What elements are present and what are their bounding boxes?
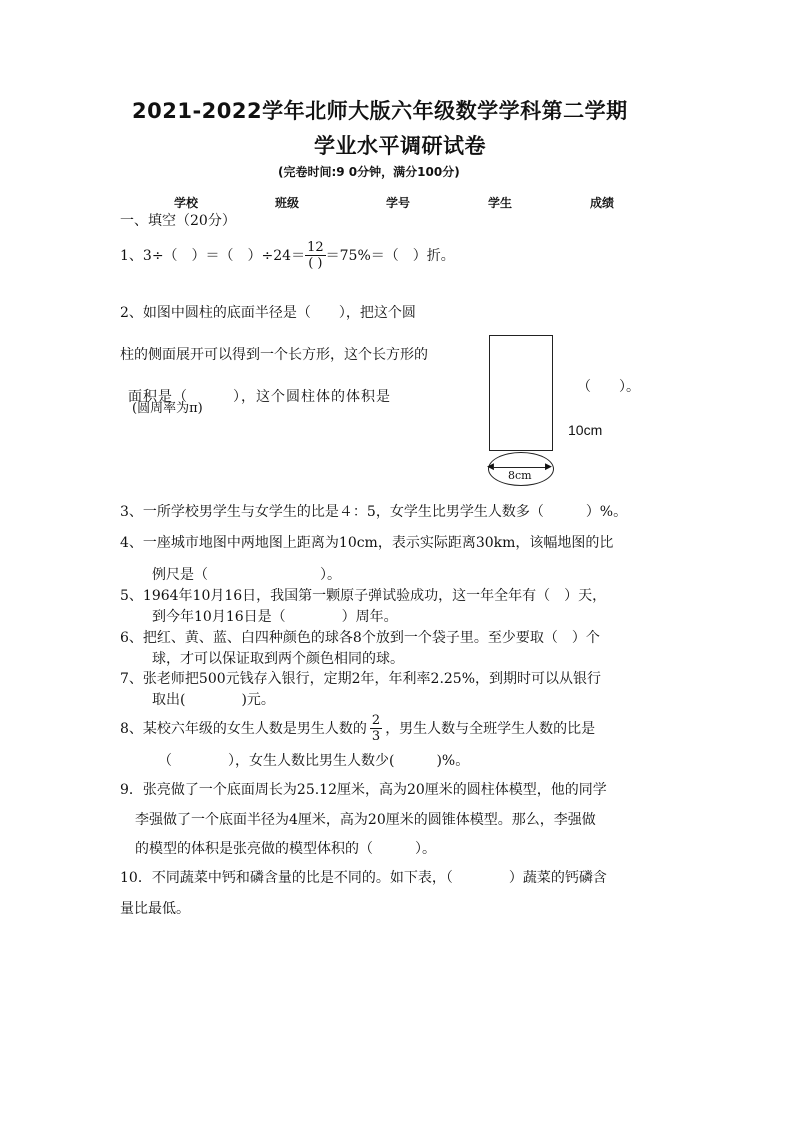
field-student-name: 学生 xyxy=(488,196,513,210)
q5-line2: 到今年10月16日是（ ）周年。 xyxy=(152,609,398,625)
question-8 xyxy=(120,713,595,744)
q9-line3: 的模型的体积是张亮做的模型体积的（ ）。 xyxy=(135,841,436,857)
section-heading: 一、填空（20分） xyxy=(120,213,236,229)
cylinder-height-label: 10cm xyxy=(568,422,603,438)
q9-line1: 9．张亮做了一个底面周长为25.12厘米，高为20厘米的圆柱体模型，他的同学 xyxy=(120,782,607,798)
question-1 xyxy=(120,240,455,271)
q2-line1: 2、如图中圆柱的底面半径是（ ），把这个圆 xyxy=(120,305,416,321)
q10-line2: 量比最低。 xyxy=(120,901,190,917)
q6-line1: 6、把红、黄、蓝、白四种颜色的球各8个放到一个袋子里。至少要取（ ）个 xyxy=(120,630,600,646)
diameter-arrow-right-icon: ▶ xyxy=(545,462,552,472)
q5-line1: 5、1964年10月16日，我国第一颗原子弹试验成功，这一年全年有（ ）天， xyxy=(120,588,607,604)
q10-line1: 10．不同蔬菜中钙和磷含量的比是不同的。如下表，（ ）蔬菜的钙磷含 xyxy=(120,870,607,886)
field-student-number: 学号 xyxy=(386,196,411,210)
q7-line2: 取出( )元。 xyxy=(152,692,275,708)
q2-line3: 面积是（ ），这个圆柱体的体积是 xyxy=(128,389,391,405)
q4-line1: 4、一座城市地图中两地图上距离为10cm，表示实际距离30km，该幅地图的比 xyxy=(120,535,614,551)
q1-prefix: 1、3÷（ ）＝（ ）÷24＝ xyxy=(120,247,306,264)
diameter-line xyxy=(494,467,546,468)
cylinder-diameter-label: 8cm xyxy=(508,469,532,482)
field-class: 班级 xyxy=(275,196,300,210)
exam-title-line1: 2021-2022学年北师大版六年级数学学科第二学期 xyxy=(132,99,628,123)
q8-prefix: 8、某校六年级的女生人数是男生人数的 xyxy=(120,720,367,737)
q8-suffix: ，男生人数与全班学生人数的比是 xyxy=(385,720,596,737)
question-3: 3、一所学校男学生与女学生的比是４：5，女学生比男学生人数多（ ）%。 xyxy=(120,504,628,520)
q9-line2: 李强做了一个底面半径为4厘米，高为20厘米的圆锥体模型。那么，李强做 xyxy=(135,812,596,828)
exam-title-line2: 学业水平调研试卷 xyxy=(314,134,486,158)
q1-fraction-denominator: ( ) xyxy=(308,256,323,271)
q4-line2: 例尺是（ ）。 xyxy=(152,567,341,583)
q6-line2: 球，才可以保证取到两个颜色相同的球。 xyxy=(152,651,404,667)
q2-line2: 柱的侧面展开可以得到一个长方形，这个长方形的 xyxy=(120,347,428,363)
q8-fraction-denominator: 3 xyxy=(371,729,381,744)
diameter-arrow-left-icon: ◀ xyxy=(487,462,494,472)
q8-fraction-numerator: 2 xyxy=(371,713,381,728)
exam-subtitle: (完卷时间:9 0分钟，满分100分) xyxy=(278,165,460,179)
q1-fraction xyxy=(305,240,326,271)
q8-fraction xyxy=(370,713,382,744)
q2-pi-note: (圆周率为π) xyxy=(132,401,203,416)
q2-line3-end: （ ）。 xyxy=(577,379,640,395)
q1-fraction-numerator: 12 xyxy=(307,240,324,255)
field-school: 学校 xyxy=(174,196,199,210)
q7-line1: 7、张老师把500元钱存入银行，定期2年，年利率2.25%，到期时可以从银行 xyxy=(120,671,602,687)
field-score: 成绩 xyxy=(590,196,615,210)
q1-suffix: ＝75%＝（ ）折。 xyxy=(325,247,455,264)
cylinder-side-rectangle xyxy=(489,335,553,451)
q8-line2: （ ），女生人数比男生人数少( )%。 xyxy=(158,753,470,769)
